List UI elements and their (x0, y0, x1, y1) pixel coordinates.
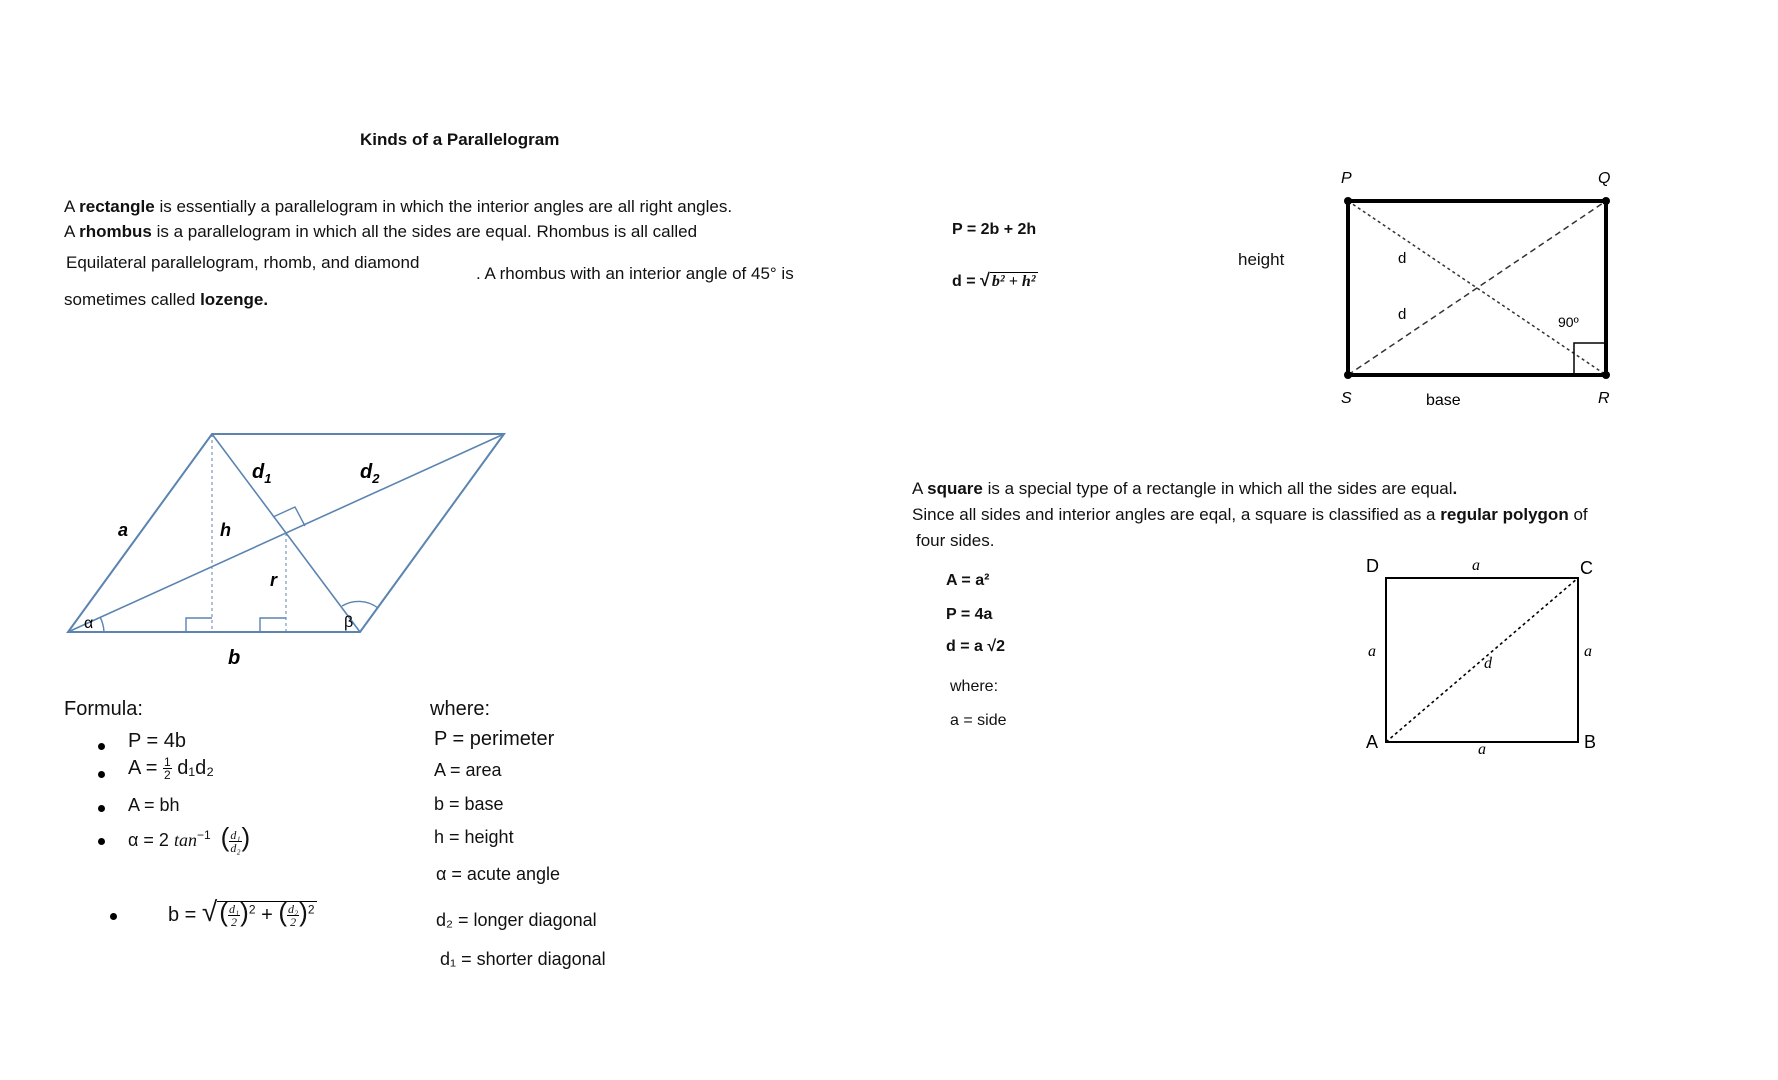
square-diagonal (1386, 578, 1578, 742)
bullet (98, 771, 105, 778)
label-d-upper: d (1398, 250, 1407, 267)
fraction-denominator: 2 (231, 915, 238, 930)
fraction-denominator: 2 (164, 768, 171, 782)
label-a-vertex: A (1366, 732, 1379, 752)
text-segment: A (64, 222, 80, 241)
term-rectangle: rectangle (79, 197, 155, 216)
label-side-left: a (1368, 643, 1376, 660)
label-b-vertex: B (1584, 732, 1597, 752)
where-item: b = base (434, 794, 504, 814)
square-regular-polygon (912, 505, 1588, 525)
formula-suffix: d₁d₂ (171, 756, 215, 779)
label-h: h (220, 520, 231, 540)
label-q: Q (1598, 170, 1611, 187)
label-d-lower: d (1398, 306, 1407, 323)
formula-acute-angle: α = 2 $\tan^{-1}$ ( $\frac{\text{d₁}}{\text{d₂}}$ ) (128, 822, 251, 855)
label-d-vertex: D (1366, 556, 1379, 576)
bullet (110, 913, 117, 920)
text-segment: Since all sides and interior angles are eqal, a square is classified as a (912, 505, 1441, 524)
formula-side-from-diagonals: b = √( $\frac{\text{d₁}}{2}$ )$^2$ + ( $\frac{\text{d₂}}{2}$ )$^2$ (168, 896, 315, 930)
where-heading: where: (430, 698, 491, 720)
label-b: b (228, 647, 241, 669)
formula-rhombus-perimeter: P = 4b (128, 730, 187, 752)
right-angle-mark (1574, 343, 1606, 375)
vertex-r (1602, 371, 1610, 379)
label-side-top: a (1472, 557, 1480, 574)
formula-exponent: 2 (248, 902, 256, 917)
label-side-right: a (1584, 643, 1592, 660)
lozenge-note (64, 290, 268, 310)
term-rhombus: rhombus (79, 222, 152, 241)
formula-function: tan (173, 830, 197, 850)
label-s: S (1341, 390, 1352, 407)
right-angle-mark-r (260, 618, 286, 632)
square-diagonal-formula: d = a √2 (946, 638, 1006, 655)
formula-prefix: d = (952, 273, 981, 290)
label-90-degrees: 90º (1558, 314, 1579, 330)
fraction-numerator: d₁ (228, 902, 240, 917)
rhombus-diagram (60, 420, 520, 680)
formula-heading: Formula: (64, 698, 143, 720)
square-where: where: (950, 678, 999, 695)
label-r: r (270, 570, 278, 590)
vertex-s (1344, 371, 1352, 379)
text-segment: sometimes called (64, 290, 201, 309)
bullet (98, 838, 105, 845)
square-definition (912, 479, 1457, 499)
rect-perimeter-formula: P = 2b + 2h (952, 221, 1037, 238)
where-item: P = perimeter (434, 728, 555, 750)
text-segment: is a special type of a rectangle in which all the sides are equal (982, 479, 1453, 498)
where-item: d₂ = longer diagonal (436, 910, 597, 930)
rectangle-diagram (1330, 165, 1620, 415)
beta-arc (342, 601, 378, 608)
fraction-numerator: d₂ (287, 902, 299, 917)
formula-prefix: α = 2 (128, 830, 174, 850)
where-item: α = acute angle (436, 864, 560, 884)
label-d1-letter: d (252, 461, 265, 483)
rectangle-definition (64, 197, 732, 217)
term-regular-polygon: regular polygon (1440, 505, 1569, 524)
text-segment: of (1568, 505, 1588, 524)
fraction-denominator: d₂ (230, 840, 241, 855)
label-alpha: α (84, 615, 94, 632)
fraction-numerator: d₁ (230, 827, 241, 842)
formula-rhombus-area-base-height: A = bh (128, 795, 180, 815)
height-label: height (1238, 250, 1285, 269)
bullet (98, 805, 105, 812)
rhombus-45-note: . A rhombus with an interior angle of 45° is (476, 264, 794, 283)
text-segment: is a parallelogram in which all the sides are equal. Rhombus is all called (151, 222, 698, 241)
text-segment: is essentially a parallelogram in which the interior angles are all right angles. (154, 197, 733, 216)
rect-diagonal-formula: d = √ b² + h² (952, 270, 1036, 290)
square-perimeter-formula: P = 4a (946, 606, 993, 623)
label-base: base (1426, 392, 1461, 409)
label-side-bottom: a (1478, 741, 1486, 758)
square-diagram (1360, 552, 1600, 758)
label-d2-sub: 2 (372, 471, 380, 486)
where-item: d₁ = shorter diagonal (440, 949, 606, 969)
formula-rhombus-area-diagonals (128, 756, 214, 781)
label-diagonal: d (1484, 655, 1492, 672)
text-segment: A (64, 197, 80, 216)
where-item: A = area (434, 760, 502, 780)
vertex-p (1344, 197, 1352, 205)
label-c-vertex: C (1580, 558, 1593, 578)
vertex-q (1602, 197, 1610, 205)
label-d2 (360, 461, 380, 486)
alpha-arc (100, 617, 104, 632)
term-lozenge: lozenge. (200, 290, 269, 309)
label-d1 (252, 461, 271, 486)
rhombus-synonyms: Equilateral parallelogram, rhomb, and diamond (66, 253, 420, 272)
page-title: Kinds of a Parallelogram (360, 130, 560, 149)
label-p: P (1341, 170, 1352, 187)
right-angle-mark-h (186, 618, 212, 632)
formula-superscript: −1 (196, 828, 211, 842)
formula-radicand: b² + h² (991, 273, 1036, 290)
formula-prefix: b = (168, 904, 202, 926)
label-a: a (118, 520, 129, 540)
bullet (98, 743, 105, 750)
label-beta: β (344, 614, 354, 631)
text-segment: A (912, 479, 928, 498)
label-r: R (1598, 390, 1610, 407)
label-d1-sub: 1 (264, 471, 272, 486)
fraction-numerator: 1 (164, 755, 171, 769)
square-four-sides: four sides. (916, 531, 995, 550)
formula-plus: + (261, 904, 273, 926)
term-square: square (927, 479, 983, 498)
where-item: h = height (434, 827, 514, 847)
square-area-formula: A = a² (946, 572, 990, 589)
square-side-definition: a = side (950, 712, 1007, 729)
text-period: . (1452, 479, 1458, 498)
rhombus-definition (64, 222, 697, 242)
formula-prefix: A = (128, 756, 164, 779)
fraction-denominator: 2 (290, 915, 297, 930)
label-d2-letter: d (360, 461, 373, 483)
formula-exponent: 2 (307, 902, 315, 917)
